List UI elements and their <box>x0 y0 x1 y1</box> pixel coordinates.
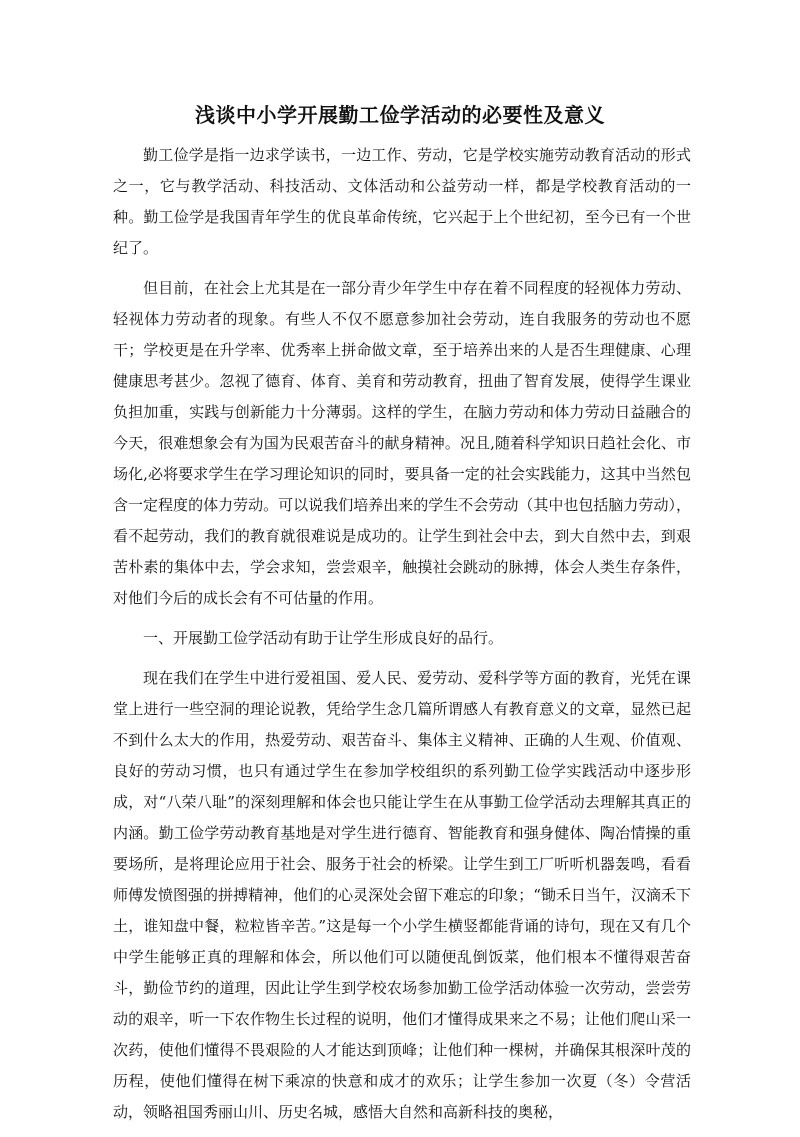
document-title: 浅谈中小学开展勤工俭学活动的必要性及意义 <box>195 103 605 127</box>
paragraph-current-situation: 但目前，在社会上尤其是在一部分青少年学生中存在着不同程度的轻视体力劳动、轻视体力劳动者的现象。有些人不仅不愿意参加社会劳动，连自我服务的劳动也不愿干；学校更是在升学率、优秀率上拼命做文章，至于培养出来的人是否生理健康、心理健康思考甚少。忽视了德育、体育、美育和劳动教育，扭曲了智育发展，使得学生课业负担加重，实践与创新能力十分薄弱。这样的学生，在脑力劳动和体力劳动日益融合的今天，很难想象会有为国为民艰苦奋斗的献身精神。况且,随着科学知识日趋社会化、市场化,必将要求学生在学习理论知识的同时，要具备一定的社会实践能力，这其中当然包含一定程度的体力劳动。可以说我们培养出来的学生不会劳动（其中也包括脑力劳动），看不起劳动，我们的教育就很难说是成功的。让学生到社会中去，到大自然中去，到艰苦朴素的集体中去，学会求知，尝尝艰辛，触摸社会跳动的脉搏，体会人类生存条件，对他们今后的成长会有不可估量的作用。 <box>113 279 691 607</box>
paragraph-intro: 勤工俭学是指一边求学读书，一边工作、劳动，它是学校实施劳动教育活动的形式之一，它与教学活动、科技活动、文体活动和公益劳动一样，都是学校教育活动的一种。勤工俭学是我国青年学生的优良革命传统，它兴起于上个世纪初，至今已有一个世纪了。 <box>113 146 691 257</box>
section-heading-1: 一、开展勤工俭学活动有助于让学生形成良好的品行。 <box>143 629 504 647</box>
paragraph-moral-education: 现在我们在学生中进行爱祖国、爱人民、爱劳动、爱科学等方面的教育，光凭在课堂上进行一些空洞的理论说教，凭给学生念几篇所谓感人有教育意义的文章，显然已起不到什么太大的作用，热爱劳动、艰苦奋斗、集体主义精神、正确的人生观、价值观、良好的劳动习惯，也只有通过学生在参加学校组织的系列勤工俭学实践活动中逐步形成，对“八荣八耻”的深刻理解和体会也只能让学生在从事勤工俭学活动去理解其真正的内涵。勤工俭学劳动教育基地是对学生进行德育、智能教育和强身健体、陶冶情操的重要场所，是将理论应用于社会、服务于社会的桥梁。让学生到工厂听听机器轰鸣，看看师傅发愤图强的拼搏精神，他们的心灵深处会留下难忘的印象；“锄禾日当午，汉滴禾下土，谁知盘中餐，粒粒皆辛苦。”这是每一个小学生横竖都能背诵的诗句，现在又有几个中学生能够正真的理解和体会，所以他们可以随便乱倒饭菜，他们根本不懂得艰苦奋斗，勤俭节约的道理，因此让学生到学校农场参加勤工俭学活动体验一次劳动，尝尝劳动的艰辛，听一下农作物生长过程的说明，他们才懂得成果来之不易；让他们爬山采一次药，使他们懂得不畏艰险的人才能达到顶峰；让他们种一棵树，并确保其根深叶茂的历程，使他们懂得在树下乘凉的快意和成才的欢乐；让学生参加一次夏（冬）令营活动，领略祖国秀丽山川、历史名城，感悟大自然和高新科技的奥秘， <box>113 669 691 1121</box>
document-body <box>113 140 691 1137</box>
